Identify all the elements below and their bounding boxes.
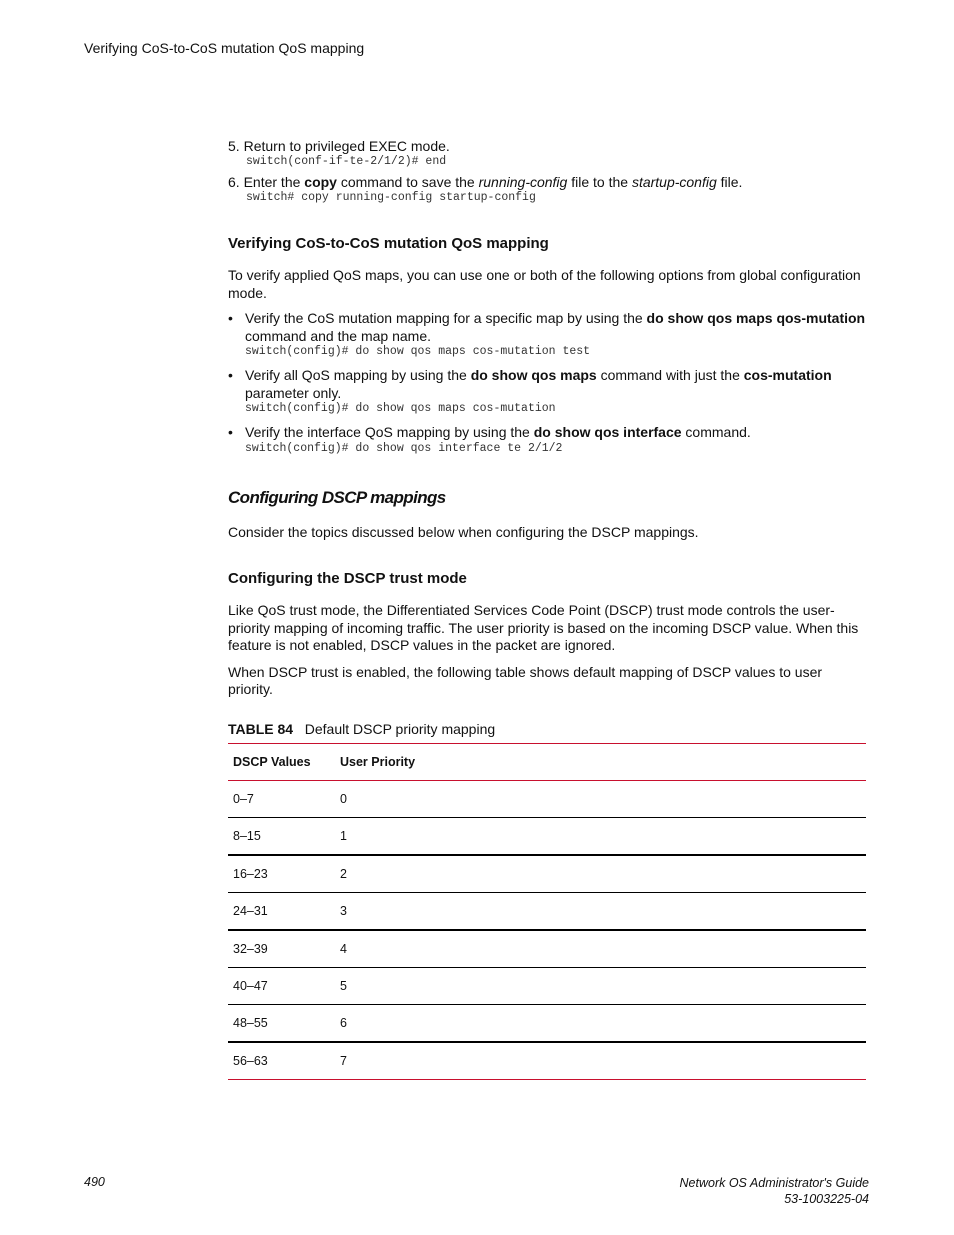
bullet-icon: • (228, 310, 233, 326)
list-item (228, 310, 866, 359)
step-number: 5. (228, 138, 240, 154)
table-caption (228, 721, 866, 737)
list-item (228, 367, 866, 416)
table-cell: 6 (340, 1015, 347, 1030)
step-text-pre: Enter the (243, 174, 305, 190)
item-text: Verify the interface QoS mapping by using the (245, 424, 534, 440)
table-row (228, 855, 866, 893)
step-5 (228, 138, 866, 155)
section-heading: Verifying CoS-to-CoS mutation QoS mapping (228, 235, 549, 252)
table-cell: 16–23 (233, 866, 268, 881)
section-heading: Configuring the DSCP trust mode (228, 570, 467, 587)
page-content (228, 138, 866, 1080)
column-header: DSCP Values (233, 754, 311, 769)
table-cell: 7 (340, 1053, 347, 1068)
options-list (228, 310, 866, 456)
item-text: command and the map name. (245, 327, 431, 344)
command-name: do show qos interface (533, 424, 682, 440)
command-name: copy (304, 174, 337, 190)
code-sample: switch(config)# do show qos interface te 2/1/2 (245, 441, 563, 455)
step-text-mid: command to save the (336, 174, 479, 190)
table-cell: 5 (340, 978, 347, 993)
step-number: 6. (228, 174, 240, 190)
table-cell: 56–63 (233, 1053, 268, 1068)
step-text-mid: file to the (567, 174, 632, 190)
table-cell: 1 (340, 828, 347, 843)
file-name: running-config (478, 174, 568, 190)
code-sample: switch(config)# do show qos maps cos-mutation (245, 402, 556, 415)
doc-number: 53-1003225-04 (784, 1192, 869, 1206)
page-number: 490 (84, 1175, 105, 1189)
column-header: User Priority (340, 754, 416, 769)
table-cell: 48–55 (233, 1015, 268, 1030)
code-sample: switch(config)# do show qos maps cos-mutation test (245, 345, 591, 358)
table-header-row (228, 743, 866, 780)
code-sample: switch(conf-if-te-2/1/2)# end (246, 155, 447, 168)
section-intro: Consider the topics discussed below when configuring the DSCP mappings. (228, 523, 699, 540)
table-cell: 3 (340, 903, 347, 918)
table-row (228, 817, 866, 855)
bullet-icon: • (228, 424, 233, 440)
table-cell: 0–7 (233, 791, 254, 806)
parameter-name: cos-mutation (743, 367, 832, 383)
table-label: TABLE 84 (228, 720, 294, 737)
table-cell: 24–31 (233, 903, 268, 918)
table-row (228, 967, 866, 1004)
table-row (228, 1004, 866, 1042)
step-6 (228, 174, 866, 191)
file-name: startup-config (631, 174, 717, 190)
table-title: Default DSCP priority mapping (304, 720, 496, 737)
item-text: parameter only. (245, 384, 342, 401)
item-text: Verify all QoS mapping by using the (245, 367, 471, 383)
running-header: Verifying CoS-to-CoS mutation QoS mapping (84, 40, 365, 56)
paragraph: When DSCP trust is enabled, the following table shows default mapping of DSCP values to user priority. (228, 663, 823, 697)
paragraph: Like QoS trust mode, the Differentiated Services Code Point (DSCP) trust mode controls the user-priority mapping of incoming traffic. The user priority is based on the incoming DSCP value. When this feature is not enabled, DSCP values in the packet are ignored. (228, 602, 859, 653)
table-row (228, 1042, 866, 1080)
section-intro: To verify applied QoS maps, you can use one or both of the following options from global configuration mode. (228, 267, 861, 301)
guide-title: Network OS Administrator's Guide (679, 1176, 869, 1190)
table-row (228, 892, 866, 930)
table-cell: 2 (340, 866, 347, 881)
section-heading-italic: Configuring DSCP mappings (228, 487, 446, 507)
item-text: command with just the (596, 367, 744, 383)
table-cell: 0 (340, 791, 347, 806)
table-cell: 4 (340, 941, 347, 956)
step-text-post: file. (716, 174, 743, 190)
item-text: Verify the CoS mutation mapping for a specific map by using the (245, 310, 647, 326)
footer-doc-info (680, 1175, 869, 1207)
table-row (228, 780, 866, 817)
table-row (228, 930, 866, 968)
item-text: command. (681, 424, 751, 440)
dscp-priority-table (228, 743, 866, 1080)
table-cell: 32–39 (233, 941, 268, 956)
table-cell: 40–47 (233, 978, 268, 993)
table-cell: 8–15 (233, 828, 261, 843)
bullet-icon: • (228, 367, 233, 383)
code-sample: switch# copy running-config startup-config (246, 191, 536, 204)
step-text: Return to privileged EXEC mode. (243, 138, 450, 154)
command-name: do show qos maps qos-mutation (646, 310, 866, 326)
list-item (228, 424, 866, 456)
command-name: do show qos maps (470, 367, 597, 383)
